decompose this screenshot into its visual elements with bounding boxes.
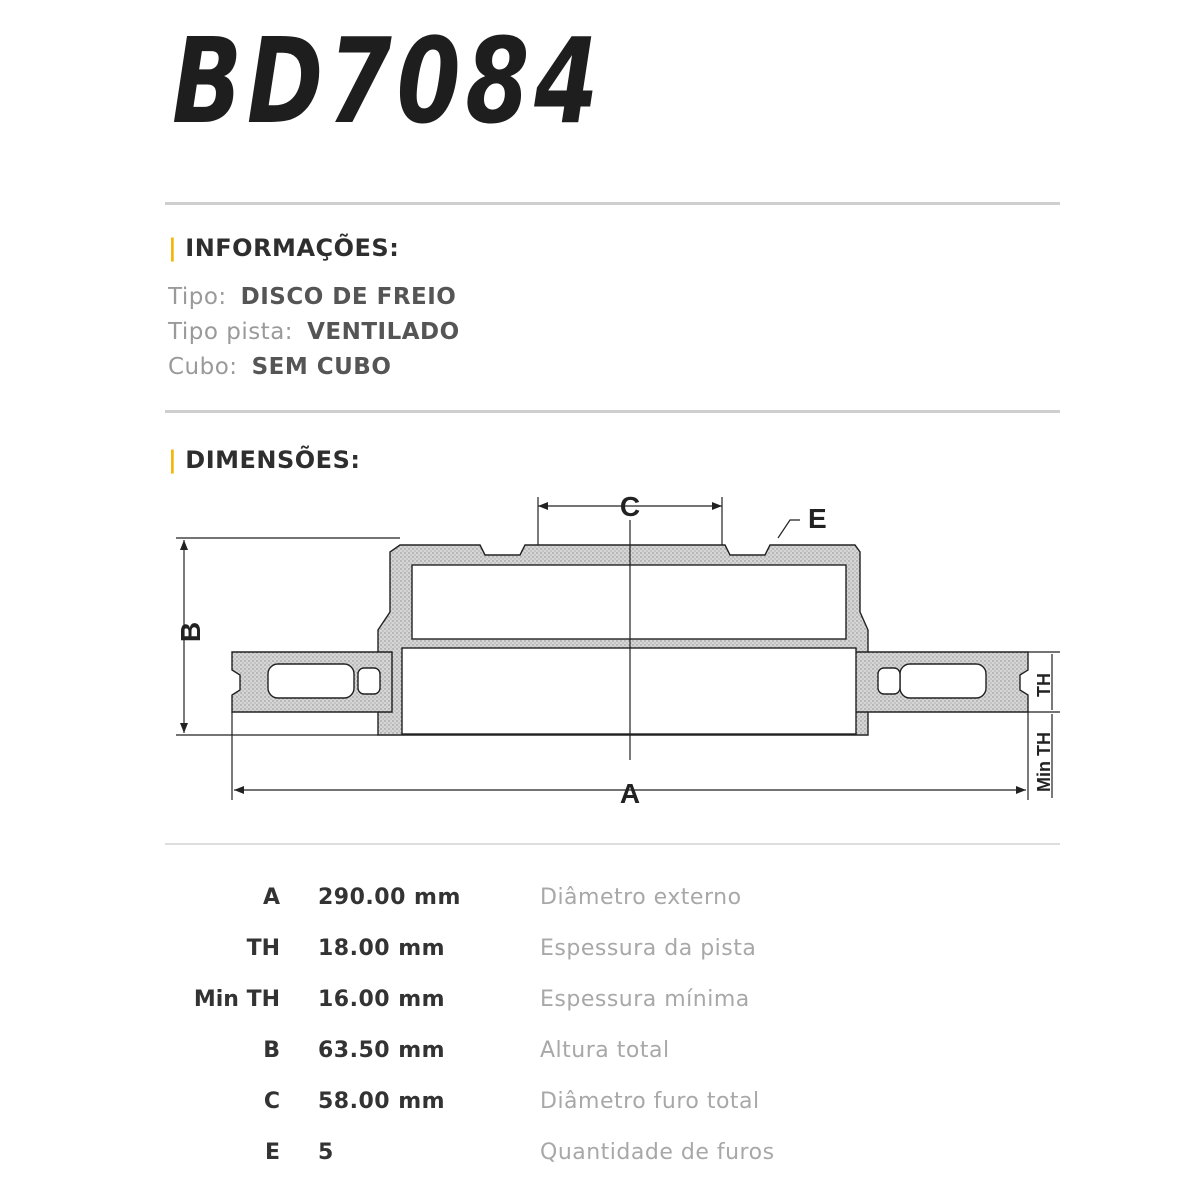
info-value: SEM CUBO bbox=[251, 354, 392, 380]
spec-key: E bbox=[264, 1140, 280, 1165]
dim-e-leader bbox=[778, 520, 800, 538]
disc-inner-bore-lower bbox=[402, 648, 856, 734]
label-e: E bbox=[808, 503, 827, 534]
spec-value: 18.00 mm bbox=[318, 936, 446, 961]
spec-value: 16.00 mm bbox=[318, 987, 446, 1012]
spec-description: Diâmetro furo total bbox=[540, 1089, 760, 1114]
vent-slot-left-inner bbox=[358, 668, 380, 694]
arrow-b-top bbox=[180, 540, 188, 550]
vent-slot-left bbox=[268, 664, 354, 698]
spec-row bbox=[0, 1089, 1200, 1129]
info-label: Tipo pista: bbox=[168, 319, 294, 345]
info-label: Tipo: bbox=[168, 284, 227, 310]
spec-value: 58.00 mm bbox=[318, 1089, 446, 1114]
arrow-b-bottom bbox=[180, 723, 188, 733]
info-row-tipo-pista bbox=[168, 319, 460, 345]
spec-key: A bbox=[262, 885, 280, 910]
spec-value: 290.00 mm bbox=[318, 885, 461, 910]
label-b: B bbox=[175, 621, 206, 643]
divider-bottom bbox=[165, 843, 1060, 845]
label-c: C bbox=[619, 491, 641, 522]
accent-bar: | bbox=[168, 234, 178, 262]
info-heading-text: INFORMAÇÕES: bbox=[185, 234, 400, 262]
arrow-c-right bbox=[712, 502, 722, 510]
divider-middle bbox=[165, 410, 1060, 413]
product-code-title: BD7084 bbox=[172, 12, 603, 150]
spec-description: Espessura da pista bbox=[540, 936, 757, 961]
brake-disc-cross-section-diagram bbox=[160, 480, 1080, 820]
spec-key: C bbox=[263, 1089, 280, 1114]
spec-key: B bbox=[263, 1038, 280, 1063]
label-th: TH bbox=[1034, 673, 1054, 697]
spec-description: Quantidade de furos bbox=[540, 1140, 775, 1165]
dimensions-heading bbox=[168, 446, 360, 474]
spec-row bbox=[0, 1038, 1200, 1078]
spec-row bbox=[0, 987, 1200, 1027]
accent-bar: | bbox=[168, 446, 178, 474]
spec-value: 5 bbox=[318, 1140, 334, 1165]
arrow-a-right bbox=[1016, 786, 1026, 794]
info-label: Cubo: bbox=[168, 354, 238, 380]
label-min-th: Min TH bbox=[1034, 732, 1054, 792]
spec-value: 63.50 mm bbox=[318, 1038, 446, 1063]
info-value: DISCO DE FREIO bbox=[240, 284, 457, 310]
info-row-cubo bbox=[168, 354, 391, 380]
arrow-c-left bbox=[538, 502, 548, 510]
spec-key: TH bbox=[246, 936, 280, 961]
disc-inner-bore-upper bbox=[412, 565, 846, 639]
spec-key: Min TH bbox=[193, 987, 280, 1012]
vent-slot-right-inner bbox=[878, 668, 900, 694]
arrow-a-left bbox=[234, 786, 244, 794]
spec-description: Diâmetro externo bbox=[540, 885, 742, 910]
divider-top bbox=[165, 202, 1060, 205]
spec-row bbox=[0, 1140, 1200, 1180]
label-a: A bbox=[619, 778, 641, 809]
spec-description: Altura total bbox=[540, 1038, 670, 1063]
info-value: VENTILADO bbox=[307, 319, 460, 345]
vent-slot-right bbox=[900, 664, 986, 698]
spec-row bbox=[0, 936, 1200, 976]
dimensions-heading-text: DIMENSÕES: bbox=[185, 446, 361, 474]
info-row-tipo bbox=[168, 284, 456, 310]
spec-description: Espessura mínima bbox=[540, 987, 750, 1012]
spec-row bbox=[0, 885, 1200, 925]
info-heading bbox=[168, 234, 399, 262]
